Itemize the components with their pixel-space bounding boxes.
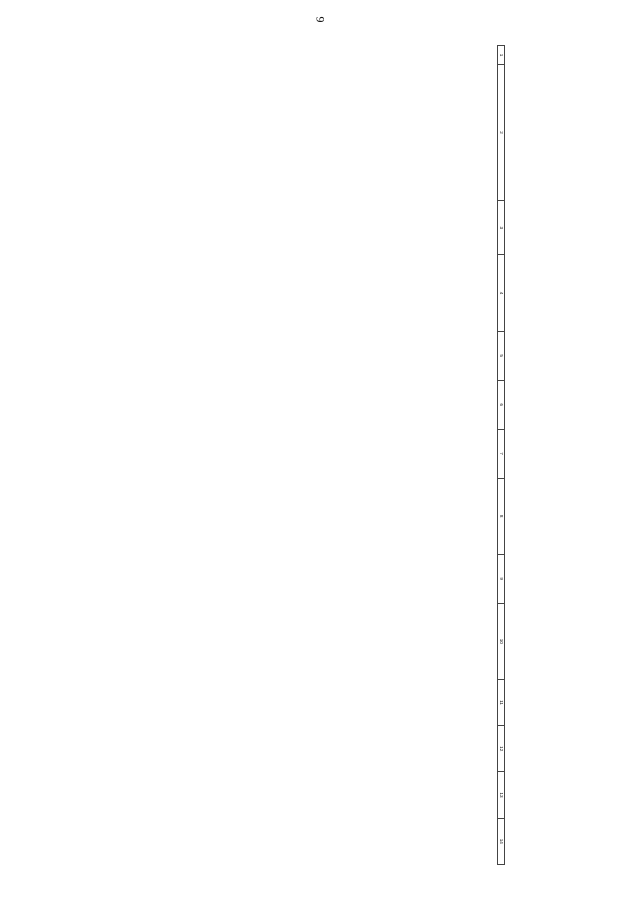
table-container (35, 45, 505, 865)
column-header: 3 (498, 201, 505, 255)
page-number: 9 (313, 16, 328, 23)
table-body (36, 46, 498, 865)
column-header: 7 (498, 429, 505, 478)
column-header: 11 (498, 679, 505, 725)
column-header: 12 (498, 726, 505, 772)
column-header: 4 (498, 255, 505, 331)
data-table (35, 45, 505, 865)
column-header: 2 (498, 65, 505, 201)
column-header: 9 (498, 554, 505, 603)
column-header: 13 (498, 772, 505, 818)
column-header: 14 (498, 818, 505, 864)
column-header: 10 (498, 603, 505, 679)
column-header: 5 (498, 331, 505, 380)
column-header: 1 (498, 46, 505, 65)
table-header-row (498, 46, 505, 865)
column-header: 8 (498, 478, 505, 554)
column-header: 6 (498, 380, 505, 429)
